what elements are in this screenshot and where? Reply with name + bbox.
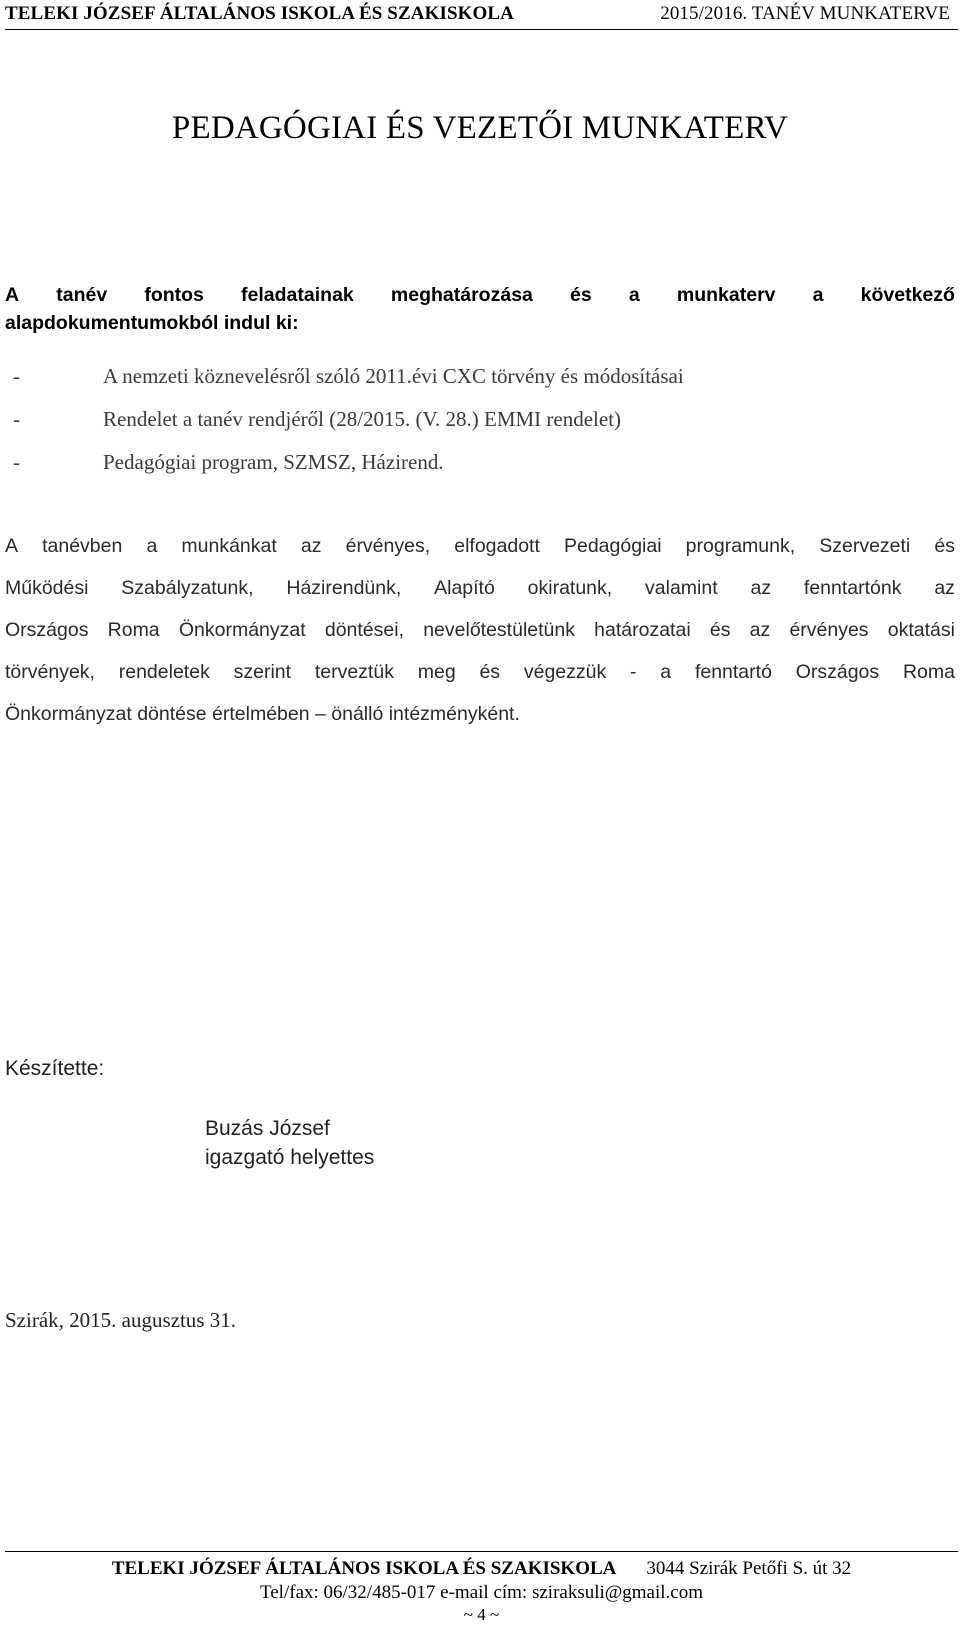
intro-line-1 bbox=[5, 281, 955, 309]
paragraph-word: szerint bbox=[233, 661, 292, 683]
paragraph-word: rendeletek bbox=[118, 661, 210, 683]
paragraph-word: fenntartónk bbox=[803, 577, 902, 599]
paragraph-word: az bbox=[300, 535, 322, 557]
place-date: Szirák, 2015. augusztus 31. bbox=[5, 1308, 236, 1332]
footer-line-1 bbox=[5, 1557, 958, 1581]
intro-word: és bbox=[570, 284, 592, 306]
intro-word: feladatainak bbox=[241, 284, 354, 306]
paragraph-word: és bbox=[709, 619, 731, 641]
paragraph-word: és bbox=[479, 661, 501, 683]
paragraph-line bbox=[5, 567, 955, 609]
paragraph-word: - bbox=[630, 661, 637, 683]
intro-word: következő bbox=[860, 284, 955, 306]
intro-word: fontos bbox=[144, 284, 204, 306]
paragraph-word: Roma bbox=[107, 619, 160, 641]
paragraph-word: érvényes bbox=[789, 619, 869, 641]
intro-text bbox=[5, 281, 955, 337]
author-name: Buzás József bbox=[205, 1117, 330, 1140]
paragraph-word: az bbox=[749, 619, 771, 641]
paragraph-word: érvényes, bbox=[345, 535, 431, 557]
paragraph-word: a bbox=[660, 661, 672, 683]
paragraph-word: oktatási bbox=[887, 619, 955, 641]
paragraph-line bbox=[5, 651, 955, 693]
paragraph-word: tanévben bbox=[42, 535, 123, 557]
paragraph-word: okiratunk, bbox=[527, 577, 613, 599]
paragraph-word: Házirendünk, bbox=[286, 577, 402, 599]
paragraph-word: Szervezeti bbox=[819, 535, 911, 557]
list-item-text: Rendelet a tanév rendjéről (28/2015. (V. 28.) EMMI rendelet) bbox=[103, 407, 622, 431]
header-school-name: TELEKI JÓZSEF ÁLTALÁNOS ISKOLA ÉS SZAKISKOLA bbox=[5, 3, 514, 24]
paragraph-word: és bbox=[934, 535, 955, 557]
paragraph-word: Pedagógiai bbox=[563, 535, 662, 557]
footer-address: 3044 Szirák Petőfi S. út 32 bbox=[646, 1558, 852, 1579]
footer-school-name: TELEKI JÓZSEF ÁLTALÁNOS ISKOLA ÉS SZAKISKOLA bbox=[111, 1558, 617, 1579]
list-dash: - bbox=[13, 450, 20, 474]
paragraph-word: határozatai bbox=[594, 619, 691, 641]
footer-contact: Tel/fax: 06/32/485-017 e-mail cím: sziraksuli@gmail.com bbox=[259, 1582, 704, 1603]
page-number: ~ 4 ~ bbox=[463, 1605, 500, 1624]
paragraph-word: Működési bbox=[5, 577, 89, 599]
paragraph-word: Önkormányzat bbox=[178, 619, 306, 641]
intro-word: A bbox=[5, 284, 20, 306]
paragraph-word: döntései, bbox=[324, 619, 405, 641]
paragraph-line bbox=[5, 525, 955, 567]
paragraph-word: programunk, bbox=[685, 535, 796, 557]
paragraph-word: terveztük bbox=[314, 661, 394, 683]
paragraph-word: elfogadott bbox=[454, 535, 540, 557]
paragraph-line bbox=[5, 609, 955, 651]
page-title: PEDAGÓGIAI ÉS VEZETŐI MUNKATERV bbox=[171, 110, 789, 146]
body-paragraph bbox=[5, 525, 955, 735]
intro-word: munkaterv bbox=[676, 284, 776, 306]
paragraph-word: Alapító bbox=[434, 577, 495, 599]
paragraph-word: meg bbox=[417, 661, 456, 683]
intro-word: meghatározása bbox=[390, 284, 533, 306]
paragraph-word: nevelőtestületünk bbox=[423, 619, 575, 641]
author-block bbox=[205, 1114, 374, 1172]
page-header bbox=[5, 0, 958, 30]
paragraph-word: a bbox=[146, 535, 158, 557]
page-footer bbox=[5, 1551, 958, 1625]
paragraph-word: A bbox=[5, 535, 19, 557]
header-document-title: 2015/2016. TANÉV MUNKATERVE bbox=[660, 3, 950, 24]
paragraph-word: Országos bbox=[5, 619, 89, 641]
paragraph-word: munkánkat bbox=[181, 535, 277, 557]
list-item-text: A nemzeti köznevelésről szóló 2011.évi CXC törvény és módosításai bbox=[103, 364, 684, 388]
prepared-by-label: Készítette: bbox=[5, 1057, 105, 1080]
intro-word: tanév bbox=[56, 284, 108, 306]
paragraph-word: fenntartó bbox=[694, 661, 772, 683]
paragraph-word: Szabályzatunk, bbox=[121, 577, 254, 599]
paragraph-word: Országos bbox=[795, 661, 880, 683]
list-dash: - bbox=[13, 364, 20, 388]
list-dash: - bbox=[13, 407, 20, 431]
intro-word: a bbox=[628, 284, 640, 306]
list-item-text: Pedagógiai program, SZMSZ, Házirend. bbox=[103, 450, 444, 474]
paragraph-word: végezzük bbox=[523, 661, 607, 683]
paragraph-word: az bbox=[750, 577, 772, 599]
intro-line-2: alapdokumentumokból indul ki: bbox=[5, 312, 299, 334]
author-role: igazgató helyettes bbox=[205, 1146, 375, 1169]
paragraph-word: Roma bbox=[902, 661, 955, 683]
paragraph-word: valamint bbox=[645, 577, 718, 599]
intro-word: a bbox=[812, 284, 824, 306]
paragraph-word: törvények, bbox=[5, 661, 95, 683]
paragraph-line: Önkormányzat döntése értelmében – önálló intézményként. bbox=[5, 703, 520, 725]
paragraph-word: az bbox=[934, 577, 955, 599]
